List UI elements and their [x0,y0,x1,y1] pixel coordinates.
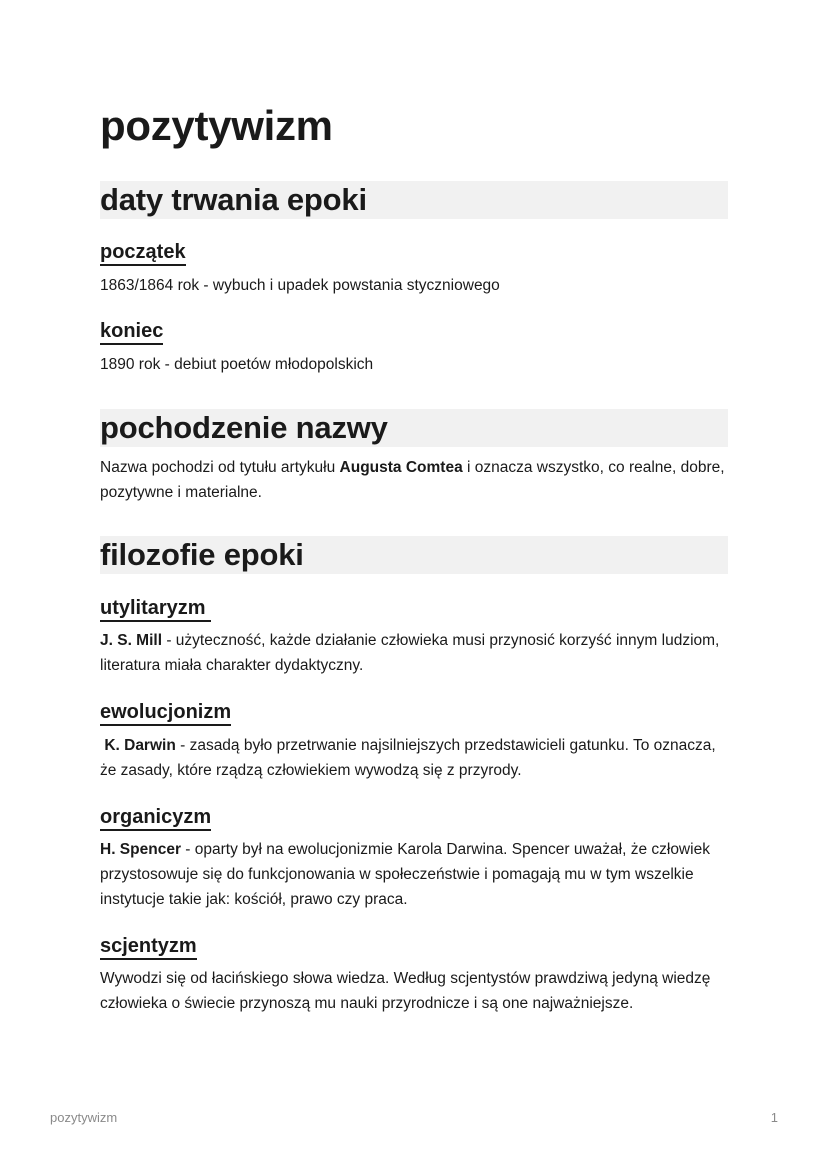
section-heading-bar [100,181,728,219]
koniec-text: 1890 rok - debiut poetów młodopolskich [100,356,374,373]
subheading-scjentyzm: scjentyzm [100,934,197,960]
subheading-organicyzm: organicyzm [100,805,211,831]
paragraph-utylitaryzm [100,628,728,678]
paragraph-ewolucjonizm [100,733,728,783]
subsection-poczatek [100,240,728,266]
scjentyzm-text: Wywodzi się od łacińskiego słowa wiedza. Według scjentystów prawdziwą jedyną wiedzę człowieka o świecie przynoszą mu nauki przyrodnicze i są one najważniejsze. [100,970,711,1012]
subsection-scjentyzm [100,934,728,960]
utylitaryzm-body: - użyteczność, każde działanie człowieka musi przynosić korzyść innym ludziom, literatura miała charakter dydaktyczny. [100,632,720,674]
organicyzm-bold: H. Spencer [100,841,181,858]
organicyzm-text [100,837,728,912]
paragraph-nazwa [100,455,728,505]
section-filozofie [100,536,728,574]
utylitaryzm-text [100,628,728,678]
subheading-poczatek: początek [100,240,186,266]
nazwa-text-after: i oznacza wszystko, co realne, dobre, pozytywne i materialne. [100,459,725,501]
nazwa-text-before: Nazwa pochodzi od tytułu artykułu [100,459,340,476]
subheading-koniec: koniec [100,319,163,345]
paragraph-scjentyzm [100,966,728,1016]
nazwa-bold: Augusta Comtea [339,459,463,476]
subsection-koniec [100,319,728,345]
section-daty [100,181,728,219]
subsection-organicyzm [100,805,728,831]
footer-label: pozytywizm [50,1110,118,1125]
page-title: pozytywizm [100,102,333,149]
subsection-utylitaryzm [100,596,728,622]
utylitaryzm-bold: J. S. Mill [100,632,163,649]
subsection-ewolucjonizm [100,700,728,726]
subheading-ewolucjonizm: ewolucjonizm [100,700,231,726]
section-heading-daty: daty trwania epoki [100,182,367,217]
organicyzm-body: - oparty był na ewolucjonizmie Karola Darwina. Spencer uważał, że człowiek przystosowuje się do funkcjonowania w społeczeństwie i pomagają mu w tym wszelkie instytucje takie jak: kościół, prawo czy praca. [100,841,710,908]
ewolucjonizm-bold: K. Darwin [100,737,176,754]
nazwa-text [100,455,728,505]
paragraph-poczatek [100,273,728,298]
subheading-utylitaryzm: utylitaryzm [100,596,211,622]
section-heading-bar [100,536,728,574]
section-heading-nazwa: pochodzenie nazwy [100,410,388,445]
paragraph-koniec [100,352,728,377]
ewolucjonizm-text [100,733,728,783]
poczatek-text: 1863/1864 rok - wybuch i upadek powstania styczniowego [100,277,500,294]
footer-page-number: 1 [770,1110,778,1125]
section-heading-filozofie: filozofie epoki [100,537,304,572]
ewolucjonizm-body: - zasadą było przetrwanie najsilniejszych przedstawicieli gatunku. To oznacza, że zasady, które rządzą człowiekiem wywodzą się z przyrody. [100,737,716,779]
section-heading-bar [100,409,728,447]
paragraph-organicyzm [100,837,728,912]
section-nazwa [100,409,728,447]
